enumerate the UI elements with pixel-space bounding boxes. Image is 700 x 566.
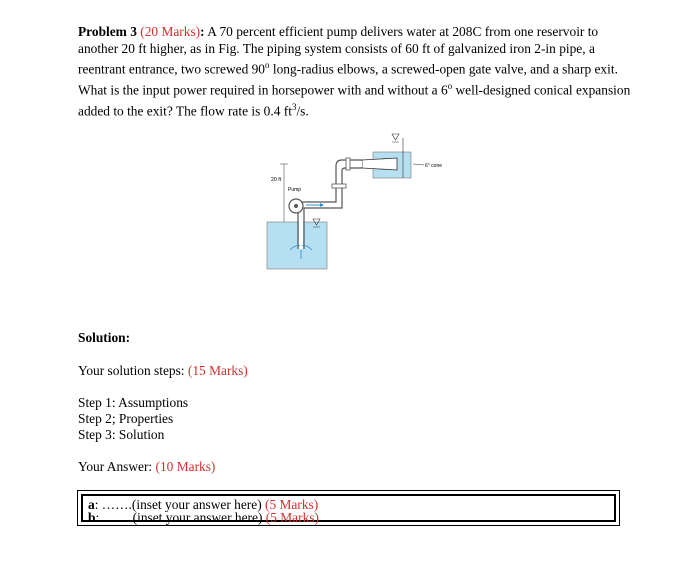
step-1: Step 1: Assumptions xyxy=(78,395,189,410)
your-answer-line xyxy=(78,459,215,475)
solution-steps-line xyxy=(78,363,248,379)
conical-expansion xyxy=(362,158,397,170)
answer-row-b[interactable] xyxy=(88,511,319,525)
height-label: 20 ft xyxy=(271,177,282,183)
degree-symbol-1: o xyxy=(265,60,270,71)
step-2: Step 2; Properties xyxy=(78,411,174,426)
problem-label: Problem 3 xyxy=(78,24,137,39)
pump-label: Pump xyxy=(288,187,302,193)
solution-heading: Solution: xyxy=(78,330,131,345)
problem-text-4: /s. xyxy=(296,103,309,119)
superscript-3: 3 xyxy=(291,101,297,112)
water-level-marker-upper xyxy=(392,134,399,140)
problem-colon: : xyxy=(200,24,205,39)
problem-text-2: long-radius elbows, a screwed-open gate valve, and a sharp exit. What is the input power required in horsepower with and without a 6 xyxy=(78,61,618,98)
problem-text-1: A 70 percent efficient pump delivers water at 208C from one reservoir to another 20 ft higher, as in Fig. The piping system consists of 60 ft of galvanized iron 2-in pipe, a reentrant entrance, two screwed 90 xyxy=(78,24,599,77)
your-answer-marks: (10 Marks) xyxy=(155,459,216,474)
answer-text-a[interactable]: : …….(inset your answer here) xyxy=(94,497,266,512)
answer-box xyxy=(77,490,620,526)
solution-steps-prefix: Your solution steps: xyxy=(78,363,188,378)
problem-statement xyxy=(78,23,634,119)
answer-label-b: b xyxy=(88,510,96,525)
degree-symbol-2: o xyxy=(447,81,453,92)
solution-steps-marks: (15 Marks) xyxy=(187,363,248,378)
pump-system-figure xyxy=(258,124,458,274)
your-answer-prefix: Your Answer: xyxy=(78,459,156,474)
answer-marks-b: (5 Marks) xyxy=(265,510,319,525)
answer-label-a: a xyxy=(88,497,95,512)
problem-marks: (20 Marks) xyxy=(140,24,201,39)
problem-text-3: well-designed conical expansion added to the exit? The flow rate is 0.4 ft xyxy=(78,82,631,119)
cone-label: 6° cone xyxy=(425,163,443,169)
answer-text-b[interactable]: : …….(inset your answer here) xyxy=(95,510,266,525)
answer-marks-a: (5 Marks) xyxy=(265,497,319,512)
step-3: Step 3: Solution xyxy=(78,427,165,442)
